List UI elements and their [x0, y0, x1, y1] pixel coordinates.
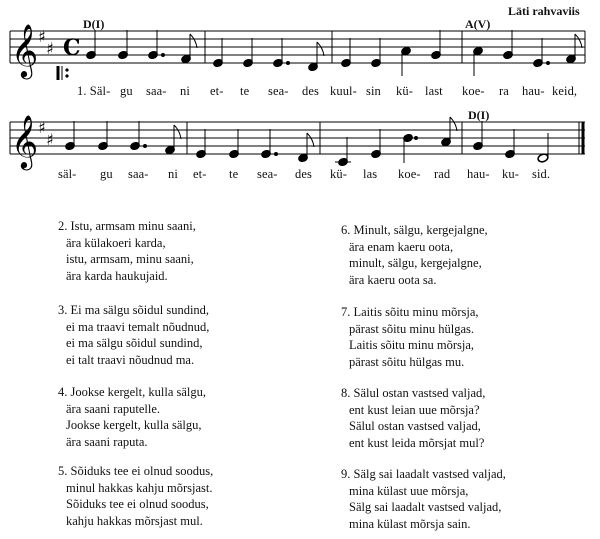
stanza-line: mina külast uue mõrsja, — [349, 483, 469, 498]
stanza-line: minult, sälgu, kergejalgne, — [349, 256, 482, 270]
lyric-syllable: ni — [168, 167, 178, 181]
stanza-9 — [341, 466, 506, 532]
lyric-syllable: et- — [210, 84, 224, 98]
lyric-syllable: ra — [499, 84, 509, 98]
lyric-syllable: te — [229, 167, 239, 181]
sharp-icon: ♯ — [46, 39, 54, 58]
lyric-syllable: te — [240, 84, 250, 98]
stanza-line: ent kust leida mõrsjat mul? — [349, 435, 485, 450]
stanza-line: 9. Sälg sai laadalt vastsed valjad, — [341, 467, 506, 481]
stanza-line: ära külakoeri karda, — [66, 235, 166, 250]
lyric-syllable: kuul- — [330, 84, 357, 98]
lyric-syllable: sin — [366, 84, 381, 98]
treble-clef-icon: 𝄞 — [11, 23, 39, 77]
treble-clef-icon: 𝄞 — [11, 114, 39, 168]
stanza-line: 7. Laitis sõitu minu mõrsja, — [341, 305, 479, 319]
stanza-5 — [58, 463, 213, 529]
lyric-syllable: des — [295, 167, 312, 181]
lyric-syllable: rad — [434, 167, 451, 181]
lyric-syllable: koe- — [462, 84, 485, 98]
lyric-syllable: saa- — [128, 167, 149, 181]
lyric-syllable: 1. Säl- — [77, 84, 111, 98]
lyric-syllable: hau- — [467, 167, 490, 181]
lyric-syllable: sea- — [257, 167, 278, 181]
lyric-syllable: last — [425, 84, 443, 98]
lyric-syllable: hau- — [522, 84, 545, 98]
stanza-line: Jookse kergelt, kulla sälgu, — [66, 418, 202, 432]
stanza-line: minul hakkas kahju mõrsjast. — [66, 480, 213, 495]
lyric-syllable: saa- — [146, 84, 167, 98]
stanza-line: ära kaeru oota sa. — [349, 272, 437, 287]
lyric-syllable: gu — [120, 84, 133, 98]
stanza-line: 2. Istu, armsam minu saani, — [58, 219, 196, 233]
stanza-8 — [341, 385, 485, 451]
stanza-line: 8. Sälul ostan vastsed valjad, — [341, 386, 486, 400]
stanza-line: ei ma sälgu sõidul sundind, — [66, 336, 203, 350]
lyric-syllable: sea- — [268, 84, 289, 98]
lyric-syllable: säl- — [58, 167, 77, 181]
lyric-syllable: kü- — [330, 167, 347, 181]
lyric-syllable: keid, — [552, 84, 578, 98]
chord-d-one: D(I) — [83, 17, 105, 31]
stanza-line: ära saani raputa. — [66, 434, 148, 449]
stanza-line: ära karda haukujaid. — [66, 268, 168, 283]
lyric-syllable: koe- — [398, 167, 421, 181]
stanza-6 — [341, 222, 488, 288]
stanza-line: kahju hakkas mõrsjast mul. — [66, 513, 203, 528]
stanza-line: ära saani raputelle. — [66, 401, 161, 416]
stanza-line: 3. Ei ma sälgu sõidul sundind, — [58, 303, 210, 317]
repeat-start-icon — [58, 66, 69, 80]
sharp-icon: ♯ — [38, 27, 46, 46]
chord-d-one-second: D(I) — [468, 108, 490, 122]
source-attribution: Läti rahvaviis — [508, 4, 580, 18]
stanza-line: 5. Sõiduks tee ei olnud soodus, — [58, 464, 214, 478]
stanza-line: 4. Jookse kergelt, kulla sälgu, — [58, 385, 207, 399]
stanza-line: ei ma traavi temalt nõudnud, — [66, 319, 210, 334]
stanza-7 — [341, 304, 479, 370]
sharp-icon: ♯ — [38, 118, 46, 137]
stanza-line: mina külast mõrsja sain. — [349, 516, 471, 531]
stanza-4 — [58, 384, 206, 450]
sharp-icon: ♯ — [46, 130, 54, 149]
stanza-line: pärast sõitu hülgas mu. — [349, 354, 465, 369]
lyric-syllable: las — [363, 167, 378, 181]
stanza-line: ei talt traavi nõudnud ma. — [66, 352, 195, 367]
lyric-syllable: des — [302, 84, 319, 98]
stanza-line: Sõiduks tee ei olnud soodus, — [66, 497, 209, 511]
stanza-line: Sälg sai laadalt vastsed valjad, — [349, 500, 502, 514]
lyric-syllable: et- — [193, 167, 207, 181]
lyric-syllable: sid. — [532, 167, 551, 181]
lyric-syllable: gu — [100, 167, 113, 181]
lyric-syllable: ku- — [502, 167, 519, 181]
stanza-line: Laitis sõitu minu mõrsja, — [349, 338, 474, 352]
chord-a-five: A(V) — [465, 17, 491, 31]
stanza-line: 6. Minult, sälgu, kergejalgne, — [341, 223, 488, 237]
lyric-syllable: ni — [180, 84, 190, 98]
stanza-3 — [58, 302, 209, 368]
stanza-line: istu, armsam, minu saani, — [66, 252, 194, 266]
stanza-line: pärast sõitu minu hülgas. — [349, 321, 474, 336]
lyric-syllable: kü- — [396, 84, 413, 98]
stanza-2 — [58, 218, 196, 284]
time-signature: C — [63, 35, 81, 61]
stanza-line: ära enam kaeru oota, — [349, 239, 454, 254]
stanza-line: ent kust leian uue mõrsja? — [349, 402, 480, 417]
music-staff-1 — [0, 0, 600, 90]
stanza-line: Sälul ostan vastsed valjad, — [349, 419, 481, 433]
